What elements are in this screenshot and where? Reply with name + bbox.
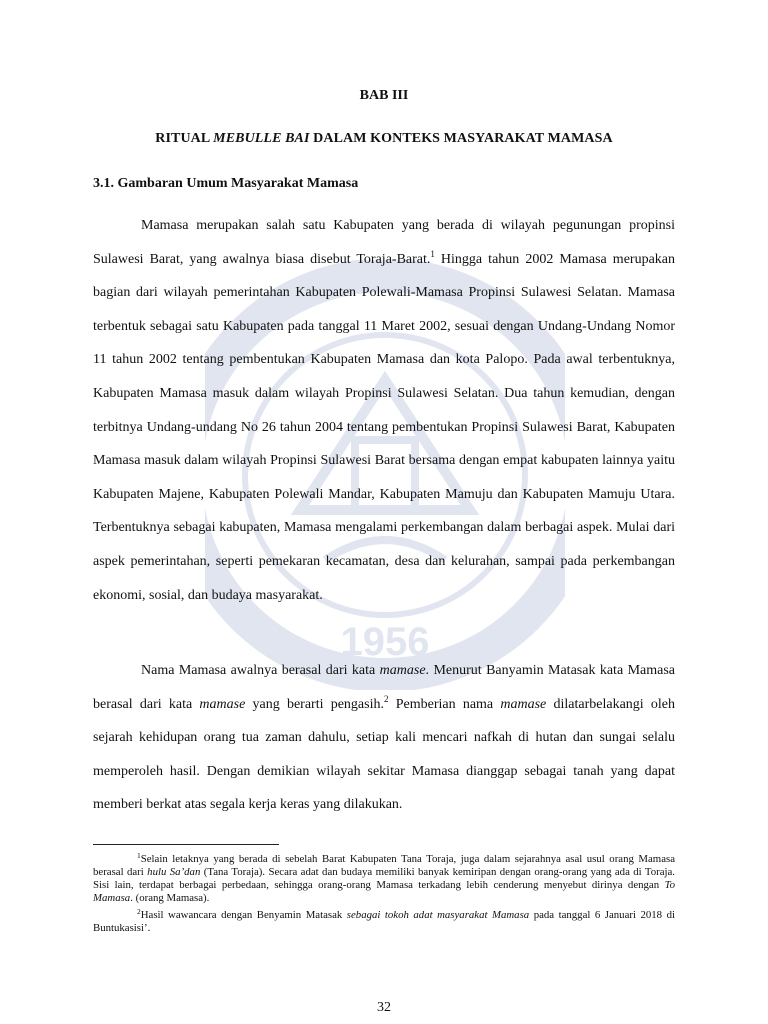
fn1-text-a: Selain letaknya yang berada di sebelah Barat Kabupaten Tana Toraja, juga dalam sejarahnya asal usul orang Mamasa berasal dari <box>93 853 675 878</box>
footnote-divider <box>93 844 279 845</box>
footnote-2 <box>93 909 675 935</box>
paragraph-2 <box>93 654 675 822</box>
p1-text-a: Mamasa merupakan salah satu Kabupaten yang berada di wilayah pegunungan propinsi Sulawesi Barat, yang awalnya biasa disebut Toraja-Barat. <box>93 218 675 267</box>
paragraph-1 <box>93 209 675 612</box>
seal-year: 1956 <box>340 620 430 664</box>
fn2-italic: sebagai tokoh adat masyarakat Mamasa <box>346 909 530 921</box>
p2-text-a: Nama Mamasa awalnya berasal dari kata <box>141 663 380 678</box>
title-pre: RITUAL <box>155 131 214 146</box>
fn1-italic-b: To Mamasa <box>93 878 675 904</box>
p2-italic-b: mamase <box>199 696 246 712</box>
footnote-2-number: 2 <box>137 907 141 916</box>
fn1-italic-a: hulu Sa’dan <box>147 865 201 878</box>
footnote-1 <box>93 853 675 905</box>
footnote-ref-1: 1 <box>430 248 435 259</box>
section-heading: 3.1. Gambaran Umum Masyarakat Mamasa <box>93 176 359 191</box>
fn2-text-b: pada tanggal 6 Januari 2018 di Buntukasisi’. <box>93 909 675 934</box>
fn2-text-a: Hasil wawancara dengan Benyamin Matasak <box>140 909 347 921</box>
page-number: 32 <box>377 1000 391 1015</box>
p2-text-e: dilatarbelakangi oleh sejarah kehidupan orang tua zaman dahulu, setiap kali mencari nafkah di hutan dan sungai selalu memperoleh hasil. Dengan demikian wilayah sekitar Mamasa dianggap sebagai tanah yang dapat memberi berkat atas segala kerja keras yang dilakukan. <box>93 696 676 813</box>
p2-italic-c: mamase <box>500 696 547 712</box>
p2-text-b: . Menurut Banyamin Matasak kata Mamasa berasal dari kata <box>93 663 675 712</box>
title-italic: MEBULLE BAI <box>213 131 310 146</box>
fn1-text-b: (Tana Toraja). Secara adat dan budaya memiliki banyak kemiripan dengan orang-orang yang ada di Toraja. Sisi lain, terdapat berbagai perbedaan, sehingga orang-orang Mamasa terkadang lebih cenderung menyebut dirinya dengan <box>93 865 675 891</box>
p2-text-d: Pemberian nama <box>388 696 501 712</box>
footnote-ref-2: 2 <box>384 693 389 704</box>
chapter-heading: BAB III <box>359 88 409 103</box>
title-post: DALAM KONTEKS MASYARAKAT MAMASA <box>309 131 613 146</box>
p1-text-b: Hingga tahun 2002 Mamasa merupakan bagian dari wilayah pemerintahan Kabupaten Polewali-Mamasa Propinsi Sulawesi Selatan. Mamasa terbentuk sebagai satu Kabupaten pada tanggal 11 Maret 2002, sesuai dengan Undang-Undang Nomor 11 tahun 2002 tentang pembentukan Kabupaten Mamasa dan kota Palopo. Pada awal terbentuknya, Kabupaten Mamasa masuk dalam wilayah Propinsi Sulawesi Selatan. Dua tahun kemudian, dengan terbitnya Undang-undang No 26 tahun 2004 tentang pembentukan Propinsi Sulawesi Barat, Kabupaten Mamasa masuk dalam wilayah Propinsi Sulawesi Barat bersama dengan empat kabupaten lainnya yaitu Kabupaten Majene, Kabupaten Polewali Mandar, Kabupaten Mamuju dan Kabupaten Mamuju Utara. Terbentuknya sebagai kabupaten, Mamasa mengalami perkembangan dalam berbagai aspek. Mulai dari aspek pemerintahan, seperti pemekaran kecamatan, desa dan kelurahan, sampai pada perkembangan ekonomi, sosial, dan budaya masyarakat. <box>93 251 675 603</box>
p2-italic-a: mamase <box>379 663 426 678</box>
footnote-1-number: 1 <box>137 851 141 860</box>
chapter-title <box>0 131 768 147</box>
fn1-text-c: . (orang Mamasa). <box>130 891 210 904</box>
p2-text-c: yang berarti pengasih. <box>245 696 384 712</box>
